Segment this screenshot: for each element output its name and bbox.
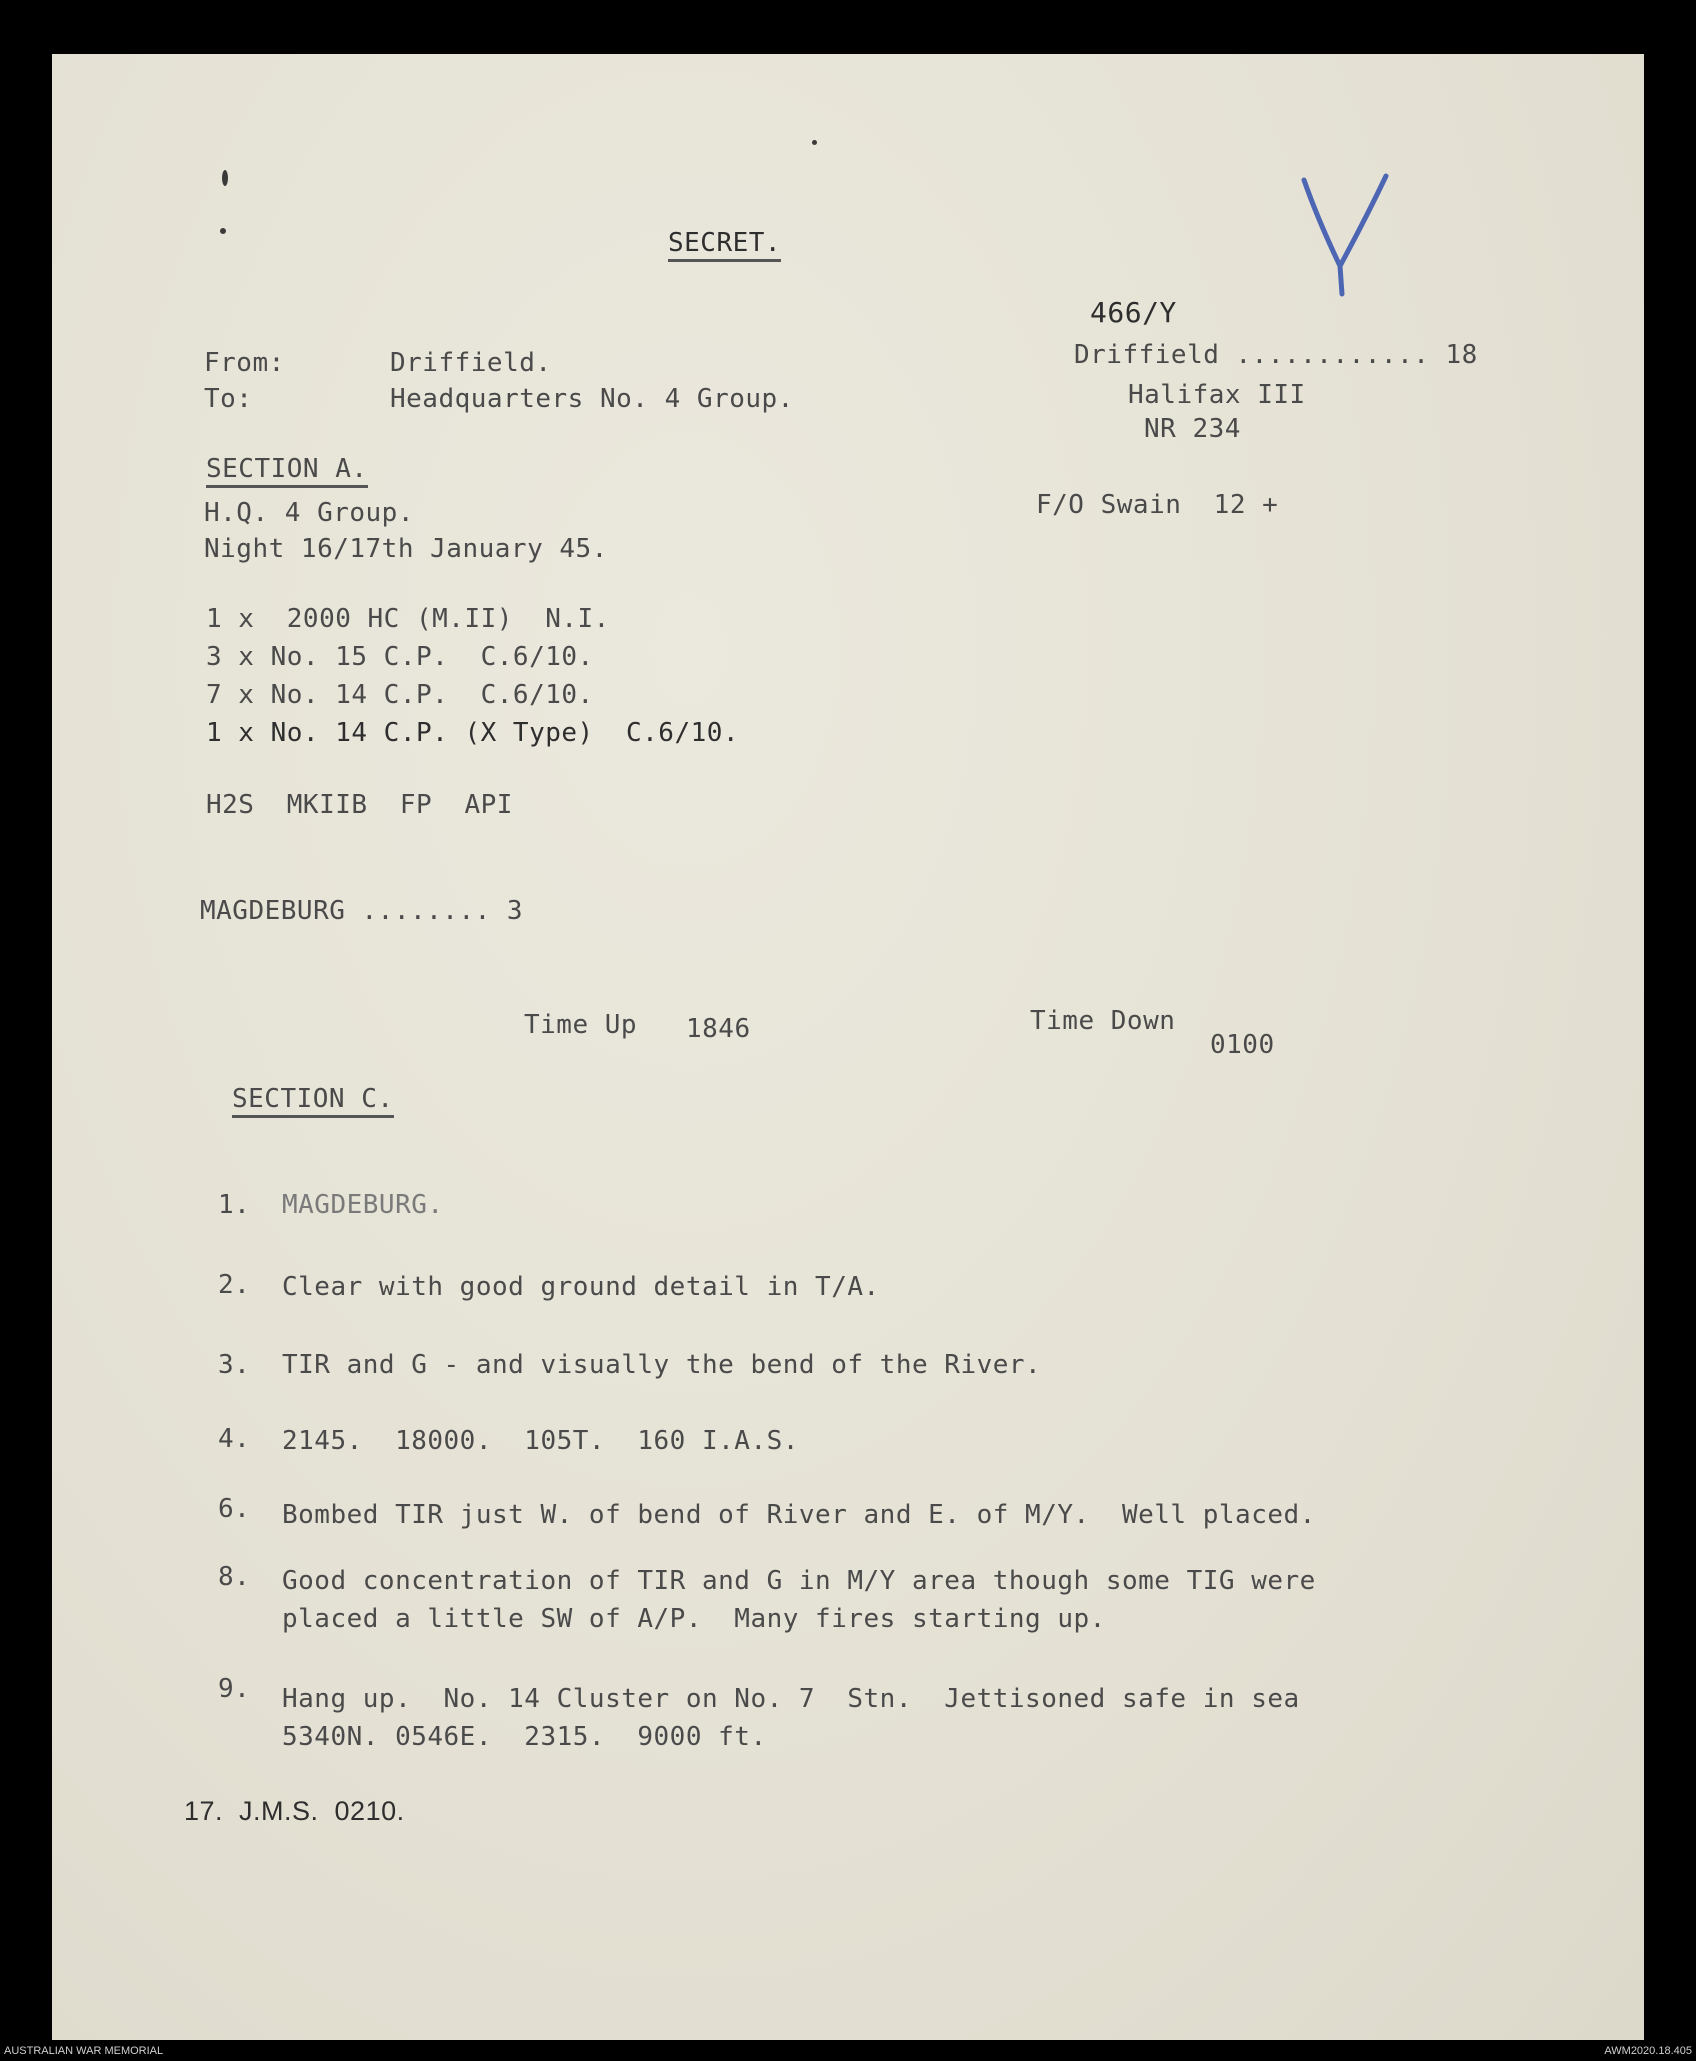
punch-mark	[812, 140, 817, 145]
item-text-continued: placed a little SW of A/P. Many fires starting up.	[282, 1604, 1106, 1634]
item-number: 2.	[218, 1270, 251, 1300]
heading-secret: SECRET.	[668, 228, 781, 262]
ref-pilot: F/O Swain 12 +	[1036, 490, 1279, 520]
item-text: Bombed TIR just W. of bend of River and E. of M/Y. Well placed.	[282, 1500, 1316, 1530]
bombload-line: 3 x No. 15 C.P. C.6/10.	[206, 642, 594, 672]
target-line: MAGDEBURG ........ 3	[200, 896, 524, 926]
punch-mark	[220, 228, 226, 234]
ref-nr: NR 234	[1144, 414, 1241, 444]
to-label: To:	[204, 384, 253, 414]
ref-number: 466/Y	[1090, 296, 1177, 329]
item-text: TIR and G - and visually the bend of the River.	[282, 1350, 1042, 1380]
section-c-title: SECTION C.	[232, 1084, 394, 1118]
item-text: Hang up. No. 14 Cluster on No. 7 Stn. Jettisoned safe in sea	[282, 1684, 1300, 1714]
bombload-line: 7 x No. 14 C.P. C.6/10.	[206, 680, 594, 710]
ref-station-line: Driffield ............ 18	[1074, 340, 1478, 370]
item-text: MAGDEBURG.	[282, 1190, 444, 1220]
item-number: 8.	[218, 1562, 251, 1592]
bombload-line: 1 x No. 14 C.P. (X Type) C.6/10.	[206, 718, 740, 748]
item-number: 6.	[218, 1494, 251, 1524]
signoff-line: 17. J.M.S. 0210.	[184, 1796, 405, 1826]
item-text: Clear with good ground detail in T/A.	[282, 1272, 880, 1302]
section-a-line: Night 16/17th January 45.	[204, 534, 608, 564]
from-label: From:	[204, 348, 285, 378]
archive-credit: AUSTRALIAN WAR MEMORIAL	[4, 2045, 164, 2057]
time-down-label: Time Down	[1030, 1006, 1176, 1036]
item-text: 2145. 18000. 105T. 160 I.A.S.	[282, 1426, 799, 1456]
item-number: 4.	[218, 1424, 251, 1454]
time-down-value: 0100	[1210, 1030, 1275, 1060]
item-text-continued: 5340N. 0546E. 2315. 9000 ft.	[282, 1722, 767, 1752]
ref-aircraft: Halifax III	[1128, 380, 1306, 410]
bombload-line: 1 x 2000 HC (M.II) N.I.	[206, 604, 610, 634]
item-number: 3.	[218, 1350, 251, 1380]
punch-mark	[222, 170, 228, 186]
handwritten-y-mark	[1296, 170, 1396, 300]
item-number: 1.	[218, 1190, 251, 1220]
from-value: Driffield.	[390, 348, 552, 378]
equipment-line: H2S MKIIB FP API	[206, 790, 513, 820]
time-up-label: Time Up	[524, 1010, 638, 1040]
to-value: Headquarters No. 4 Group.	[390, 384, 794, 414]
archive-id: AWM2020.18.405	[1604, 2045, 1692, 2057]
archive-footer	[0, 2043, 1696, 2061]
section-a-title: SECTION A.	[206, 454, 368, 488]
item-text: Good concentration of TIR and G in M/Y area though some TIG were	[282, 1566, 1316, 1596]
section-a-line: H.Q. 4 Group.	[204, 498, 414, 528]
item-number: 9.	[218, 1674, 251, 1704]
time-up-value: 1846	[686, 1014, 751, 1044]
